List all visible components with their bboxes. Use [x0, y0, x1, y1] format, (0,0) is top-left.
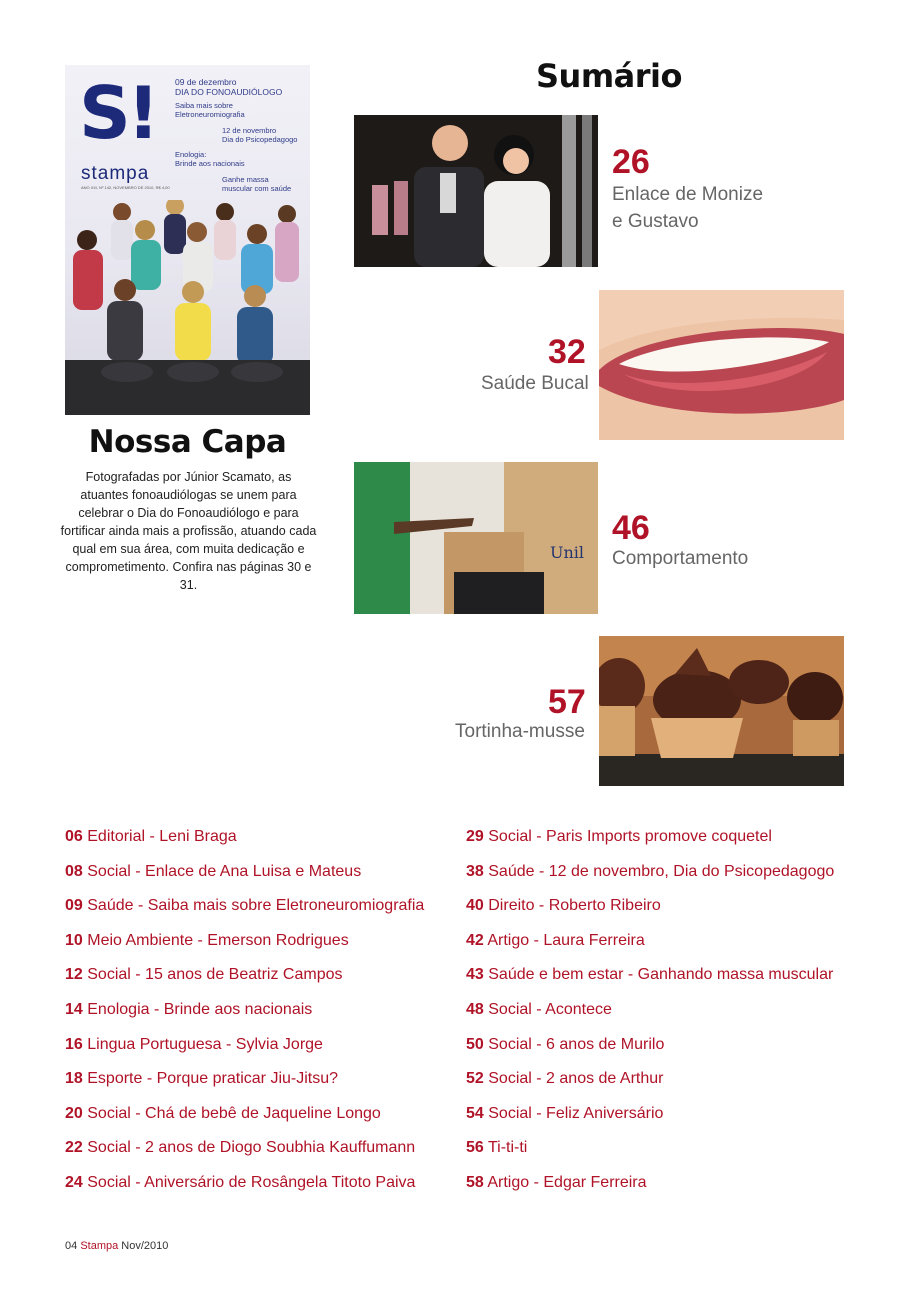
nossa-capa-title: Nossa Capa [88, 424, 287, 460]
feature-page-number: 26 [612, 143, 650, 181]
toc-item[interactable] [65, 1034, 465, 1069]
toc-page-number: 43 [466, 966, 484, 984]
toc-item[interactable] [466, 895, 886, 930]
cover-line: DIA DO FONOAUDIÓLOGO [175, 87, 283, 97]
toc-item-text: Social - 6 anos de Murilo [488, 1035, 665, 1053]
toc-item[interactable] [65, 1103, 465, 1138]
cover-issue-line: ANO XIII, Nº 142, NOVEMBRO DE 2010, R$ 4,00 [81, 185, 170, 190]
toc-page-number: 58 [466, 1173, 484, 1191]
footer-date: Nov/2010 [121, 1240, 169, 1252]
toc-item[interactable] [466, 1103, 886, 1138]
toc-item-text: Social - Acontece [488, 1000, 612, 1018]
toc-item-text: Saúde - Saiba mais sobre Eletroneuromiografia [87, 897, 425, 915]
toc-page-number: 16 [65, 1035, 83, 1053]
toc-item[interactable] [65, 895, 465, 930]
toc-page-number: 24 [65, 1173, 83, 1191]
feature-page-number: 32 [548, 333, 586, 371]
toc-item[interactable] [466, 999, 886, 1034]
toc-item[interactable] [65, 826, 465, 861]
toc-page-number: 20 [65, 1104, 83, 1122]
page-footer [65, 1240, 168, 1252]
toc-item[interactable] [466, 964, 886, 999]
toc-item[interactable] [65, 1137, 465, 1172]
toc-item[interactable] [65, 861, 465, 896]
cover-line: Dia do Psicopedagogo [222, 135, 298, 144]
toc-page-number: 18 [65, 1070, 83, 1088]
feature-label: e Gustavo [612, 211, 699, 232]
toc-item[interactable] [466, 1172, 886, 1207]
cover-line: Saiba mais sobre [175, 101, 233, 110]
toc-page-number: 52 [466, 1070, 484, 1088]
toc-item-text: Social - 2 anos de Diogo Soubhia Kauffumann [87, 1139, 416, 1157]
toc-item[interactable] [466, 1068, 886, 1103]
toc-item[interactable] [65, 999, 465, 1034]
toc-item-text: Editorial - Leni Braga [87, 828, 237, 845]
toc-left-column [65, 826, 465, 1207]
toc-item[interactable] [466, 1137, 886, 1172]
cover-photo [65, 200, 310, 415]
toc-item-text: Social - Aniversário de Rosângela Titoto Paiva [87, 1173, 416, 1191]
cover-brand: stampa [81, 163, 150, 184]
toc-item-text: Saúde e bem estar - Ganhando massa muscular [488, 966, 834, 984]
toc-page-number: 48 [466, 1000, 484, 1018]
footer-page-number: 04 [65, 1240, 78, 1252]
cover-line: Enologia: [175, 150, 207, 159]
sumario-title: Sumário [536, 57, 682, 95]
toc-item-text: Direito - Roberto Ribeiro [488, 897, 661, 915]
toc-item[interactable] [65, 964, 465, 999]
toc-page-number: 08 [65, 862, 83, 880]
toc-item-text: Enologia - Brinde aos nacionais [87, 1000, 313, 1018]
toc-item-text: Social - Feliz Aniversário [488, 1104, 664, 1122]
nossa-capa-text: Fotografadas por Júnior Scamato, as atuantes fonoaudiólogas se unem para celebrar o Dia do Fonoaudiólogo e para fortificar ainda mais a profissão, atuando cada qual em sua área, com muita dedicação e comprometimento. Confira nas páginas 30 e 31. [60, 470, 317, 592]
toc-page-number: 22 [65, 1139, 83, 1157]
toc-page-number: 29 [466, 828, 484, 845]
feature-page-number: 57 [548, 683, 586, 721]
boxes-photo [354, 462, 598, 614]
toc-item-text: Social - Enlace de Ana Luisa e Mateus [87, 862, 362, 880]
toc-item[interactable] [65, 1172, 465, 1207]
footer-brand: Stampa [80, 1240, 119, 1252]
cover-line: Brinde aos nacionais [175, 159, 245, 168]
toc-right-column [466, 826, 886, 1207]
toc-page-number: 42 [466, 931, 484, 949]
smile-photo [599, 290, 844, 440]
toc-page-number: 09 [65, 897, 83, 915]
toc-item-text: Lingua Portuguesa - Sylvia Jorge [87, 1035, 323, 1053]
feature-page-number: 46 [612, 509, 650, 547]
magazine-cover [65, 65, 310, 415]
toc-item-text: Ti-ti-ti [487, 1139, 528, 1157]
toc-item-text: Social - Paris Imports promove coquetel [488, 828, 772, 845]
feature-label: Enlace de Monize [612, 184, 764, 205]
toc-item-text: Social - 2 anos de Arthur [488, 1070, 664, 1088]
toc-page-number: 10 [65, 931, 83, 949]
toc-item-text: Social - 15 anos de Beatriz Campos [87, 966, 343, 984]
toc-page-number: 12 [65, 966, 83, 984]
cover-line: 09 de dezembro [175, 77, 237, 87]
toc-item-text: Social - Chá de bebê de Jaqueline Longo [87, 1104, 381, 1122]
toc-item[interactable] [466, 930, 886, 965]
toc-page-number: 14 [65, 1000, 83, 1018]
cover-line: 12 de novembro [222, 126, 277, 135]
toc-item[interactable] [65, 1068, 465, 1103]
toc-item-text: Meio Ambiente - Emerson Rodrigues [87, 931, 349, 949]
toc-page-number: 40 [466, 897, 484, 915]
wedding-photo [354, 115, 598, 267]
toc-page-number: 50 [466, 1035, 484, 1053]
toc-page-number: 56 [466, 1139, 484, 1157]
toc-page-number: 38 [466, 862, 484, 880]
toc-item[interactable] [466, 1034, 886, 1069]
toc-item-text: Artigo - Laura Ferreira [487, 931, 645, 949]
feature-label: Saúde Bucal [481, 373, 589, 394]
toc-item-text: Saúde - 12 de novembro, Dia do Psicopedagogo [488, 862, 835, 880]
toc-item[interactable] [466, 826, 886, 861]
toc-item[interactable] [65, 930, 465, 965]
toc-page-number: 06 [65, 828, 83, 845]
cover-line: Ganhe massa [222, 175, 269, 184]
toc-page-number: 54 [466, 1104, 484, 1122]
toc-item[interactable] [466, 861, 886, 896]
feature-label: Comportamento [612, 548, 749, 569]
toc-item-text: Artigo - Edgar Ferreira [487, 1173, 647, 1191]
cover-logo: S! [79, 71, 156, 155]
svg-text:Unil: Unil [550, 543, 585, 562]
toc-item-text: Esporte - Porque praticar Jiu-Jitsu? [87, 1070, 339, 1088]
cover-line: muscular com saúde [222, 184, 292, 193]
cover-line: Eletroneuromiografia [175, 110, 245, 119]
cupcakes-photo [599, 636, 844, 786]
feature-label: Tortinha-musse [455, 721, 585, 742]
